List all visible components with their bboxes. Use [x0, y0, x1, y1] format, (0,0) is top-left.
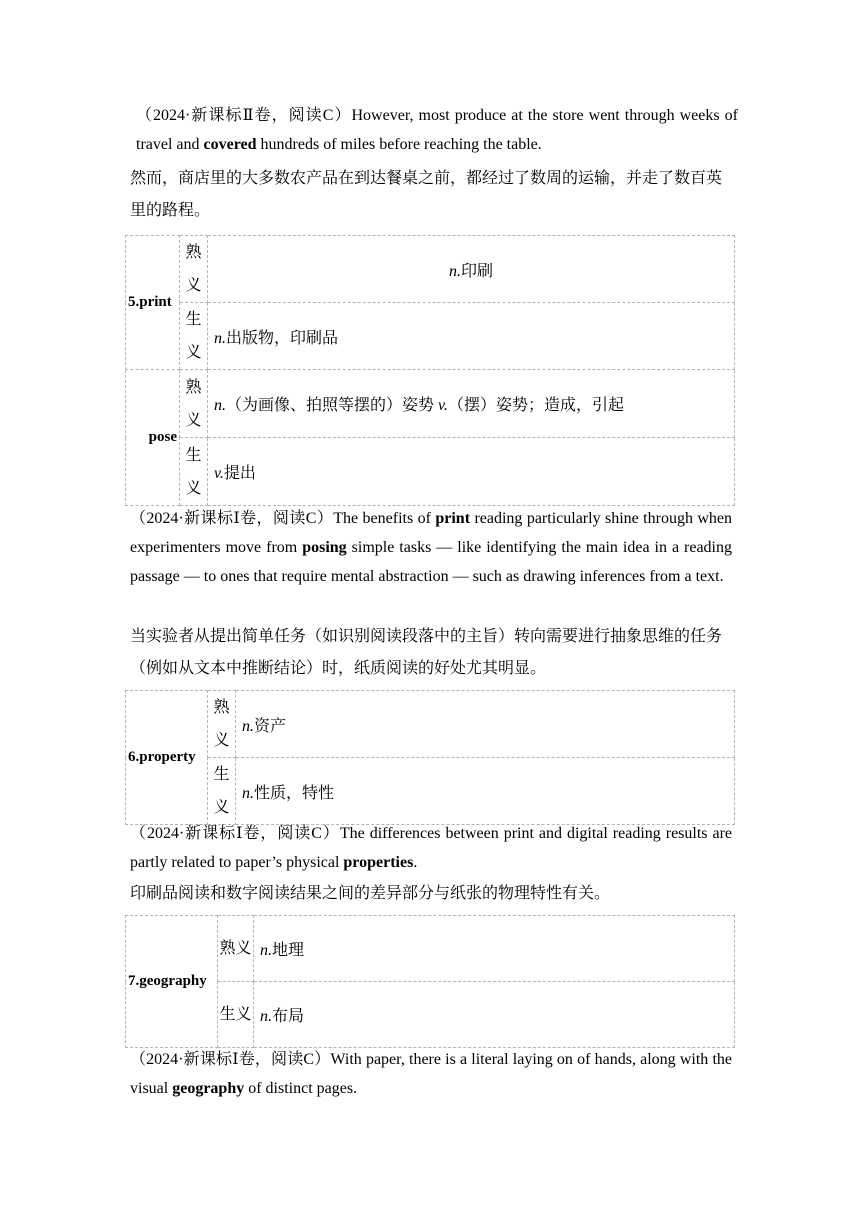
new-meaning-label: 生义: [218, 982, 254, 1048]
word-pose: pose: [126, 370, 180, 506]
geography-new-meaning: n.布局: [254, 982, 735, 1048]
vocab-table-geography: [125, 915, 735, 1048]
pose-new-meaning: v.提出: [208, 438, 735, 506]
new-meaning-label: 生义: [180, 303, 208, 370]
word-print: 5.print: [126, 236, 180, 370]
new-meaning-label: 生义: [208, 758, 236, 825]
highlight-word: posing: [302, 539, 347, 556]
familiar-meaning-label: 熟义: [208, 691, 236, 758]
highlight-word: covered: [203, 136, 257, 153]
highlight-word: print: [435, 510, 471, 527]
pose-familiar-meaning: n.（为画像、拍照等摆的）姿势 v.（摆）姿势；造成，引起: [208, 370, 735, 438]
example-covered-translation: 然而，商店里的大多数农产品在到达餐桌之前，都经过了数周的运输，并走了数百英里的路程。: [130, 170, 723, 219]
familiar-meaning-label: 熟义: [218, 916, 254, 982]
print-familiar-meaning: n.印刷: [208, 236, 735, 303]
geography-familiar-meaning: n.地理: [254, 916, 735, 982]
familiar-meaning-label: 熟义: [180, 370, 208, 438]
print-new-meaning: n.出版物，印刷品: [208, 303, 735, 370]
highlight-word: geography: [172, 1080, 245, 1097]
property-familiar-meaning: n.资产: [236, 691, 735, 758]
example-print-translation: 当实验者从提出简单任务（如识别阅读段落中的主旨）转向需要进行抽象思维的任务（例如从文本中推断结论）时，纸质阅读的好处尤其明显。: [130, 628, 723, 677]
highlight-word: properties: [343, 854, 414, 871]
example-covered-sentence: （2024·新课标Ⅱ卷，阅读C）However, most produce at the store went through weeks of travel and covered hundreds of miles before reaching the table.: [136, 107, 738, 153]
example-print-sentence: （2024·新课标Ⅰ卷，阅读C）The benefits of print reading particularly shine through when experimenters move from posing simple tasks — like identifying the main idea in a reading passage — to ones that require mental abstraction — such as drawing inferences from a text.: [130, 510, 733, 585]
source-label: （2024·新课标Ⅰ卷，阅读C）: [130, 825, 340, 842]
source-label: （2024·新课标Ⅰ卷，阅读C）: [130, 510, 334, 527]
vocab-table-property: [125, 690, 735, 825]
word-property: 6.property: [126, 691, 208, 825]
familiar-meaning-label: 熟义: [180, 236, 208, 303]
example-geography-sentence: （2024·新课标Ⅰ卷，阅读C）With paper, there is a literal laying on of hands, along with the visual geography of distinct pages.: [130, 1051, 732, 1097]
new-meaning-label: 生义: [180, 438, 208, 506]
property-new-meaning: n.性质，特性: [236, 758, 735, 825]
vocab-table-print-pose: [125, 235, 735, 506]
example-property-translation: 印刷品阅读和数字阅读结果之间的差异部分与纸张的物理特性有关。: [130, 885, 611, 902]
word-geography: 7.geography: [126, 916, 218, 1048]
example-property-sentence: （2024·新课标Ⅰ卷，阅读C）The differences between print and digital reading results are partly related to paper’s physical properties.: [130, 825, 733, 871]
source-label: （2024·新课标Ⅱ卷，阅读C）: [136, 107, 352, 124]
source-label: （2024·新课标Ⅰ卷，阅读C）: [130, 1051, 331, 1068]
